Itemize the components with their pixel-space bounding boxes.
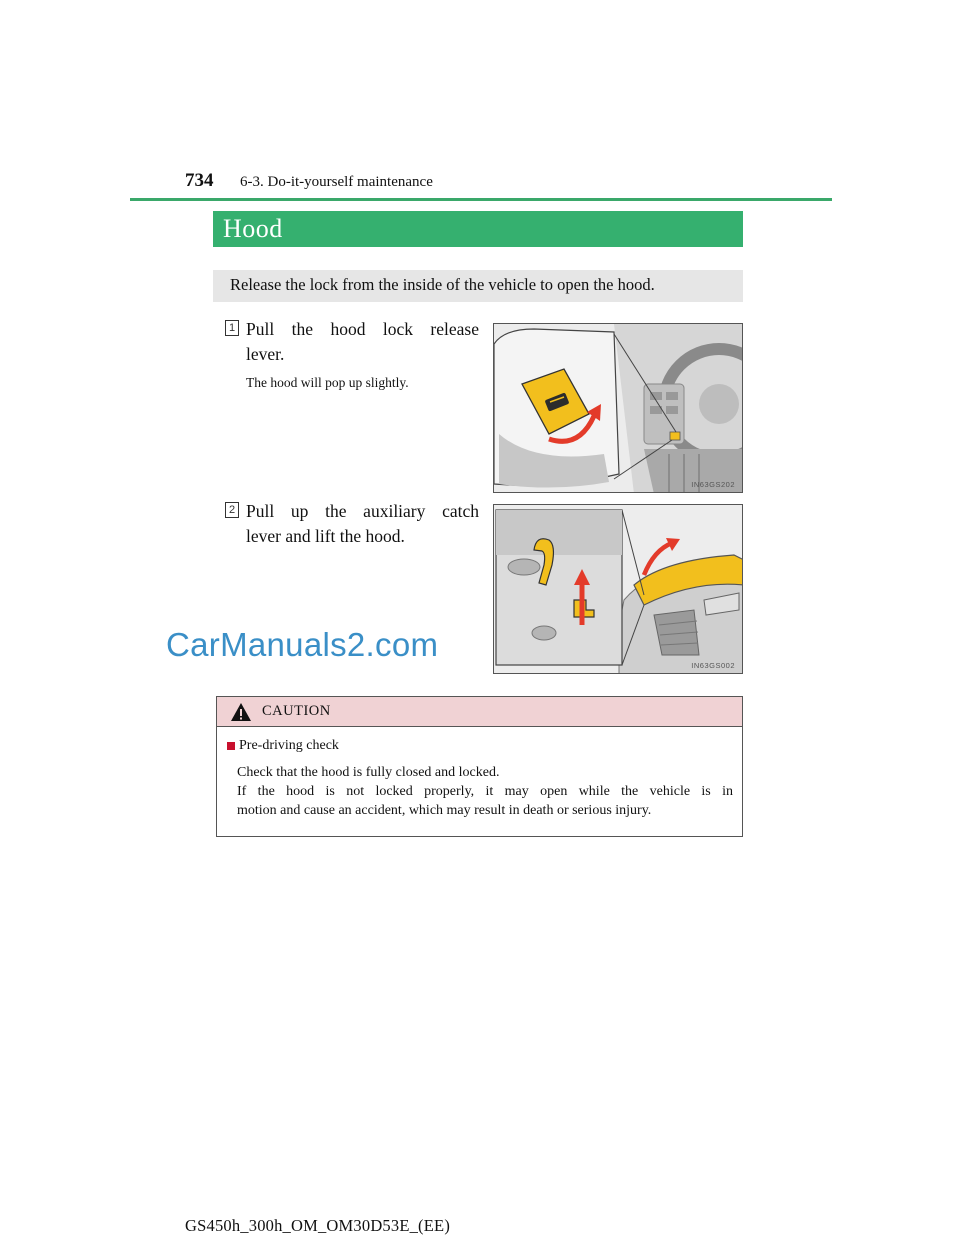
- caution-line-3: motion and cause an accident, which may result in death or serious injury.: [237, 803, 652, 818]
- hood-release-illustration: [494, 324, 743, 493]
- section-title-bar: [213, 211, 743, 247]
- intro-box: [213, 270, 743, 302]
- figure-2-code: IN63GS002: [691, 661, 735, 670]
- step-1-note: The hood will pop up slightly.: [246, 375, 409, 390]
- intro-text: Release the lock from the inside of the vehicle to open the hood.: [230, 275, 655, 294]
- caution-item: [227, 738, 339, 754]
- page-footer: GS450h_300h_OM_OM30D53E_(EE): [185, 1216, 451, 1235]
- watermark-logo: CarManuals2.com: [166, 626, 439, 663]
- step-2-number: 2: [225, 502, 239, 518]
- auxiliary-catch-illustration: [494, 505, 743, 674]
- warning-triangle-icon: [230, 702, 252, 722]
- caution-box: [216, 696, 743, 837]
- caution-body: [237, 763, 733, 820]
- figure-hood-release-lever: [493, 323, 743, 493]
- figure-1-code: IN63GS202: [691, 480, 735, 489]
- caution-line-1: Check that the hood is fully closed and locked.: [237, 765, 500, 780]
- section-breadcrumb: 6-3. Do-it-yourself maintenance: [240, 174, 433, 190]
- step-1-line-1: Pull the hood lock release: [246, 319, 479, 339]
- page-number: 734: [185, 170, 214, 191]
- header-divider: [130, 198, 832, 201]
- step-2-line-2: lever and lift the hood.: [246, 526, 405, 546]
- step-2-text: [246, 499, 479, 549]
- step-1-number: 1: [225, 320, 239, 336]
- caution-header: [217, 697, 742, 727]
- section-title: Hood: [223, 214, 283, 243]
- caution-label: CAUTION: [262, 703, 331, 719]
- caution-item-title: Pre-driving check: [239, 738, 339, 753]
- figure-auxiliary-catch-lever: [493, 504, 743, 674]
- bullet-square-icon: [227, 742, 235, 750]
- step-1-line-2: lever.: [246, 344, 285, 364]
- step-2-line-1: Pull up the auxiliary catch: [246, 501, 479, 521]
- caution-line-2: If the hood is not locked properly, it may open while the vehicle is in: [237, 784, 733, 799]
- page-header: [185, 170, 433, 194]
- step-1-text: [246, 317, 479, 367]
